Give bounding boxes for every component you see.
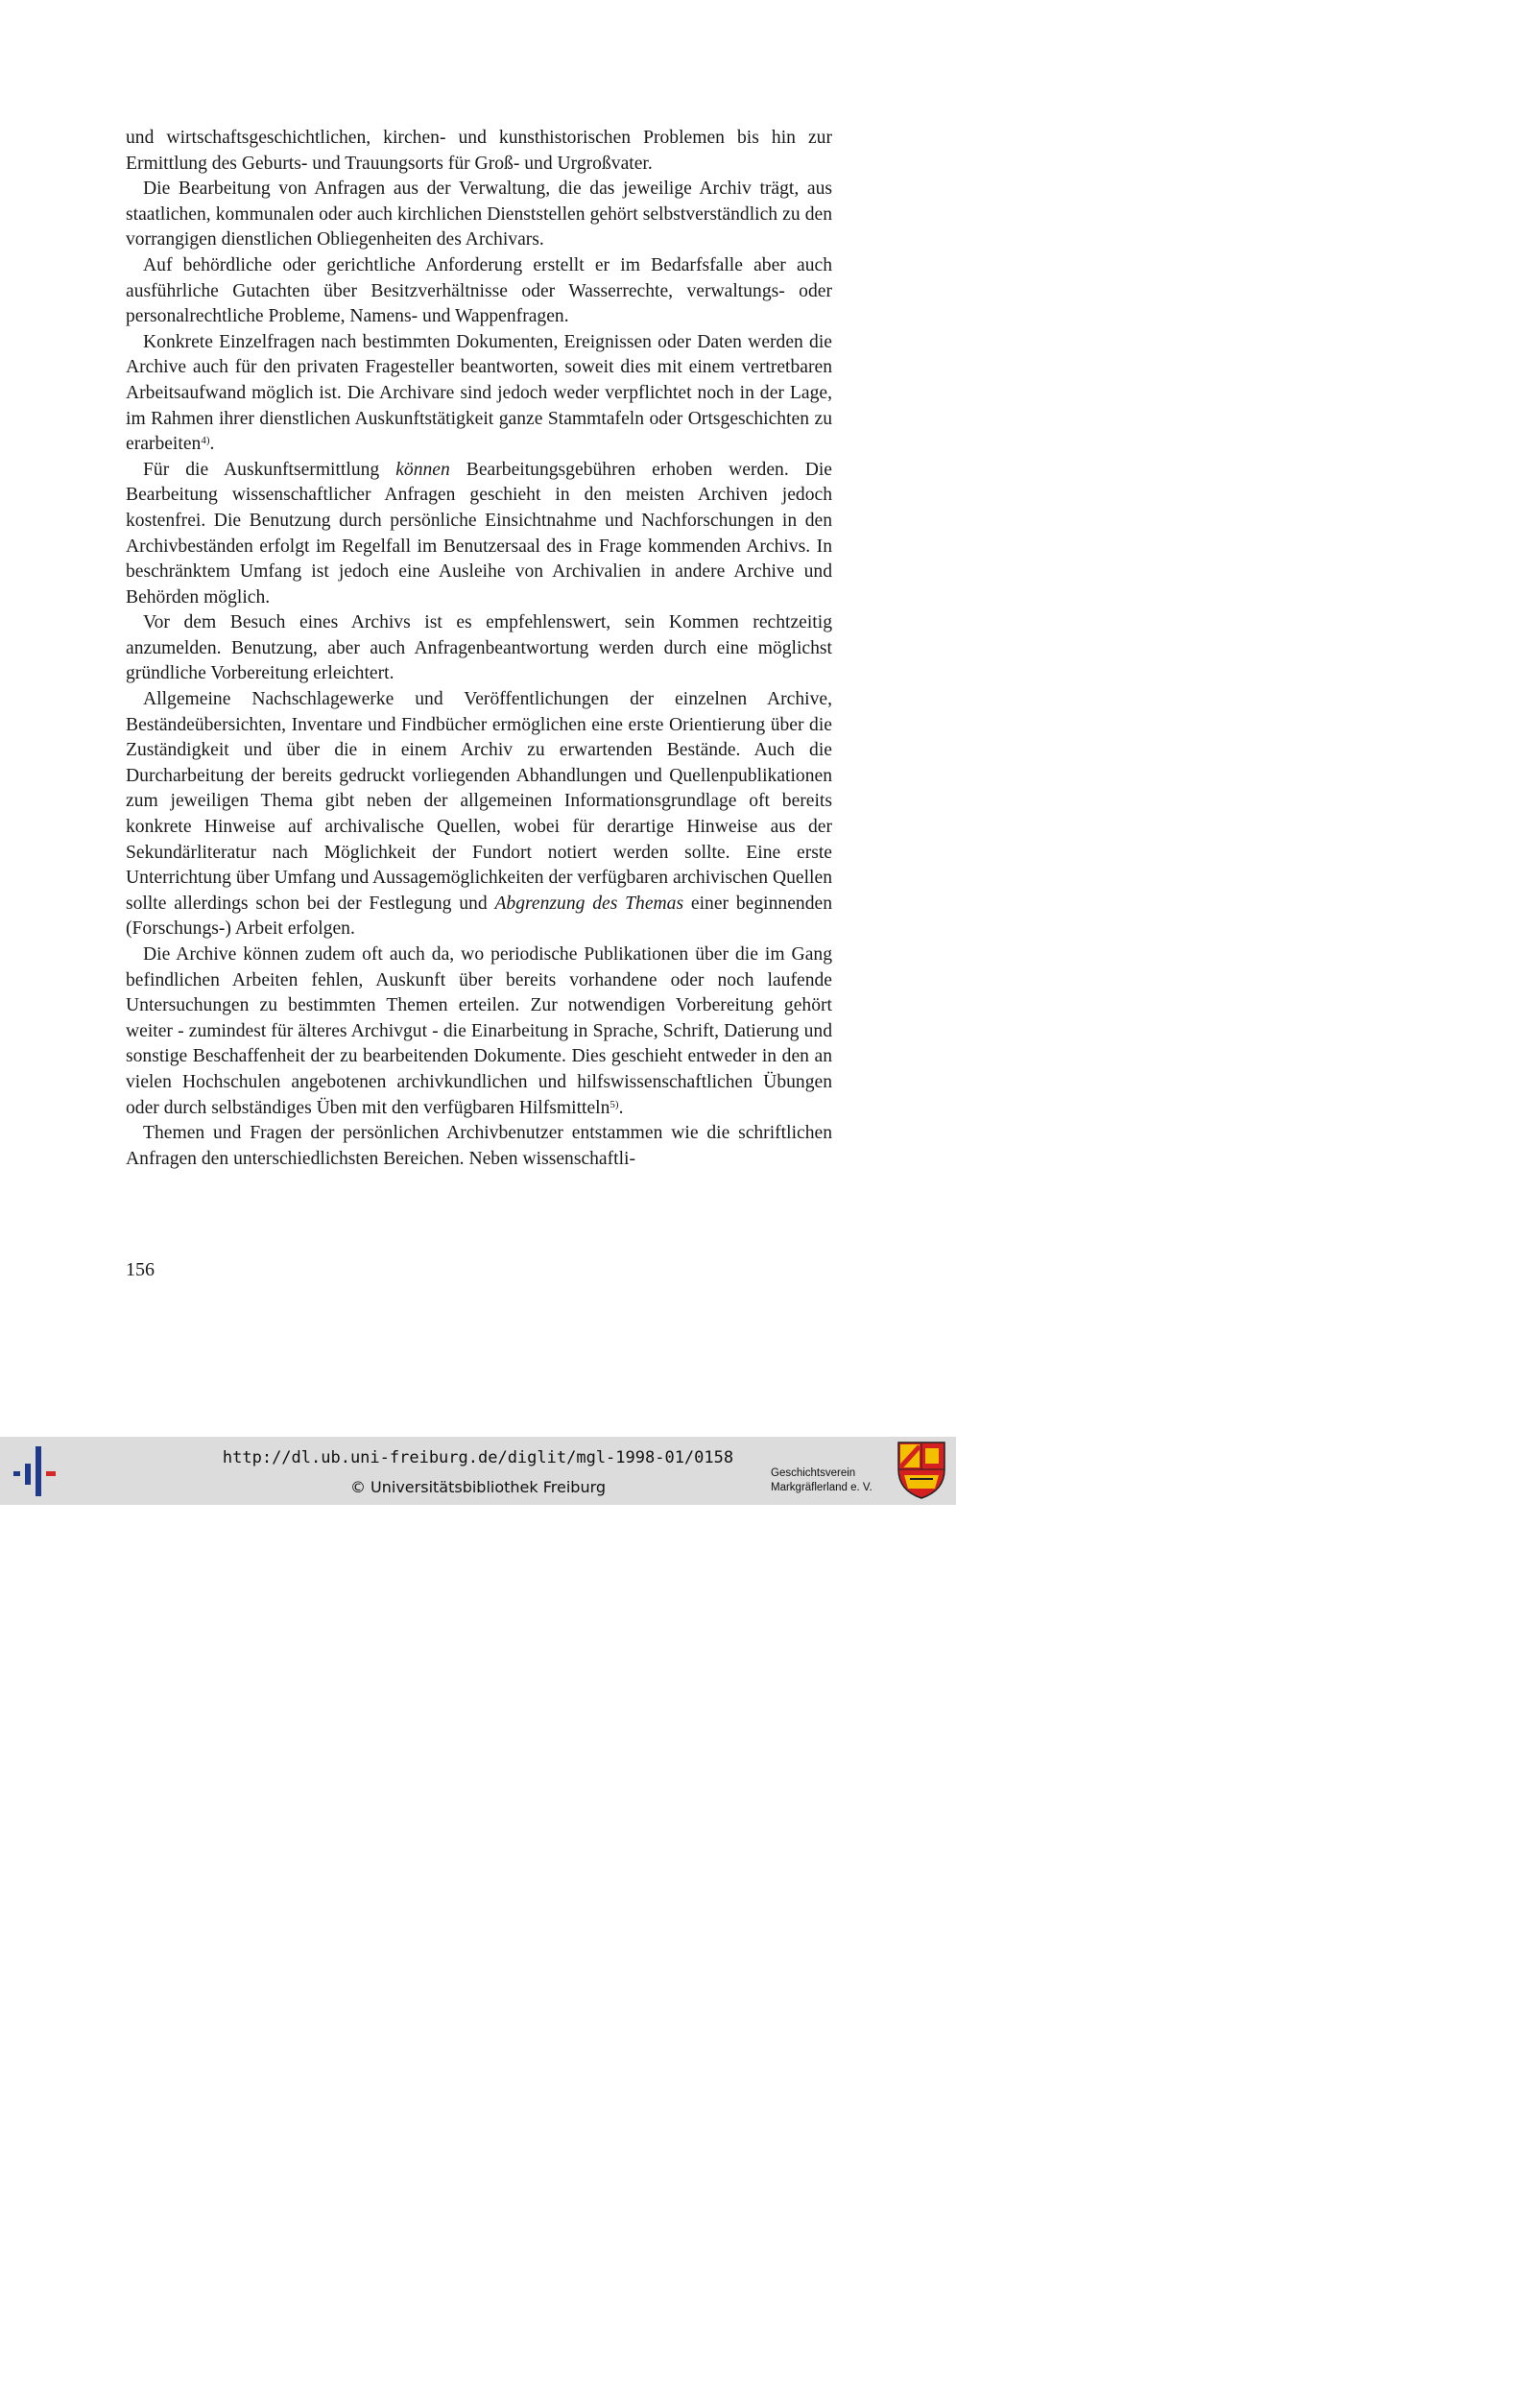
document-body <box>126 126 832 1172</box>
paragraph <box>126 687 832 942</box>
paragraph <box>126 458 832 611</box>
page-number: 156 <box>126 1259 155 1280</box>
document-url-link[interactable]: http://dl.ub.uni-freiburg.de/diglit/mgl-1998-01/0158 <box>222 1448 734 1467</box>
society-name-line: Geschichtsverein <box>771 1467 856 1479</box>
paragraph-text: Die Archive können zudem oft auch da, wo periodische Publikationen über die im Gang befindlichen Arbeiten fehlen, Auskunft über bereits vorhandene oder noch laufende Untersuchungen zu bestimmten Themen erteilen. Zur notwendigen Vorbereitung gehört weiter - zumindest für älteres Archivgut - die Einarbeitung in Sprache, Schrift, Datierung und sonstige Beschaffenheit der zu bearbeitenden Dokumente. Dies geschieht entweder in den an vielen Hochschulen angebotenen archivkundlichen und hilfswissenschaftlichen Übungen oder durch selbständiges Üben mit den verfügbaren Hilfsmitteln <box>126 944 832 1118</box>
paragraph-text: einer beginnenden (Forschungs-) Arbeit erfolgen. <box>126 893 833 940</box>
paragraph-text: Konkrete Einzelfragen nach bestimmten Dokumenten, Ereignissen oder Daten werden die Archive auch für den privaten Fragesteller beantworten, soweit dies mit einem vertretbaren Arbeitsaufwand möglich ist. Die Archivare sind jedoch weder verpflichtet noch in der Lage, im Rahmen ihrer dienstlichen Auskunftstätigkeit ganze Stammtafeln oder Ortsgeschichten zu erarbeiten <box>126 331 832 455</box>
footnote-ref[interactable]: 5) <box>610 1098 619 1110</box>
copyright-text: © Universitätsbibliothek Freiburg <box>349 1478 607 1496</box>
paragraph: Auf behördliche oder gerichtliche Anforderung erstellt er im Bedarfsfalle aber auch ausführliche Gutachten über Besitzverhältnisse oder Wasserrechte, verwaltungs- oder personalrechtliche Probleme, Namens- und Wappenfragen. <box>126 254 832 327</box>
coat-of-arms-icon <box>896 1441 946 1500</box>
paragraph-text: Für die Auskunftsermittlung <box>143 459 380 480</box>
paragraph: Konkrete Einzelfragen nach bestimmten Dokumenten, Ereignissen oder Daten werden die Archive auch für den privaten Fragesteller beantworten, soweit dies mit einem vertretbaren Arbeitsaufwand möglich ist. Die Archivare sind jedoch weder verpflichtet noch in der Lage, im Rahmen ihrer dienstlichen Auskunftstätigkeit ganze Stammtafeln oder Ortsgeschichten zu erarbeiten$^{4)}$. <box>126 331 832 455</box>
paragraph-text: Allgemeine Nachschlagewerke und Veröffentlichungen der einzelnen Archive, Beständeübersichten, Inventare und Findbücher ermöglichen eine erste Orientierung über die Zuständigkeit und über die in einem Archiv zu erwartenden Bestände. Auch die Durcharbeitung der bereits gedruckt vorliegenden Abhandlungen und Quellenpublikationen zum jeweiligen Thema gibt neben der allgemeinen Informationsgrundlage oft bereits konkrete Hinweise auf archivalische Quellen, wobei für derartige Hinweise aus der Sekundärliteratur nach Möglichkeit der Fundort notiert werden sollte. Eine erste Unterrichtung über Umfang und Aussagemöglichkeiten der verfügbaren archivischen Quellen sollte allerdings schon bei der Festlegung und <box>126 689 832 914</box>
paragraph: Die Bearbeitung von Anfragen aus der Verwaltung, die das jeweilige Archiv trägt, aus staatlichen, kommunalen oder auch kirchlichen Dienststellen gehört selbstverständlich zu den vorrangigen dienstlichen Obliegenheiten des Archivars. <box>126 179 832 250</box>
paragraph: Die Archive können zudem oft auch da, wo periodische Publikationen über die im Gang befindlichen Arbeiten fehlen, Auskunft über bereits vorhandene oder noch laufende Untersuchungen zu bestimmten Themen erteilen. Zur notwendigen Vorbereitung gehört weiter - zumindest für älteres Archivgut - die Einarbeitung in Sprache, Schrift, Datierung und sonstige Beschaffenheit der zu bearbeitenden Dokumente. Dies geschieht entweder in den an vielen Hochschulen angebotenen archivkundlichen und hilfswissenschaftlichen Übungen oder durch selbständiges Üben mit den verfügbaren Hilfsmitteln$^{5)}$. <box>126 944 832 1118</box>
footer-bar <box>0 1437 956 1505</box>
emphasis: können <box>395 459 450 480</box>
paragraph: Vor dem Besuch eines Archivs ist es empfehlenswert, sein Kommen rechtzeitig anzumelden. Benutzung, aber auch Anfragenbeantwortung werden durch eine möglichst gründliche Vorbereitung erleichtert. <box>126 612 832 684</box>
paragraph: und wirtschaftsgeschichtlichen, kirchen- und kunsthistorischen Problemen bis hin zur Ermittlung des Geburts- und Trauungsorts für Groß- und Urgroßvater. <box>126 128 832 174</box>
paragraph-text: Bearbeitungsgebühren erhoben werden. Die Bearbeitung wissenschaftlicher Anfragen geschieht in den meisten Archiven jedoch kostenfrei. Die Benutzung durch persönliche Einsichtnahme und Nachforschungen in den Archivbeständen erfolgt im Regelfall im Benutzersaal des in Frage kommenden Archivs. In beschränktem Umfang ist jedoch eine Ausleihe von Archivalien in andere Archive und Behörden möglich. <box>126 459 832 608</box>
society-name-line: Markgräflerland e. V. <box>771 1482 873 1493</box>
paragraph: Themen und Fragen der persönlichen Archivbenutzer entstammen wie die schriftlichen Anfragen den unterschiedlichsten Bereichen. Neben wissenschaftli- <box>126 1123 832 1169</box>
footnote-ref[interactable]: 4) <box>201 435 210 447</box>
society-name <box>771 1466 873 1495</box>
emphasis: Abgrenzung des Themas <box>494 893 684 914</box>
